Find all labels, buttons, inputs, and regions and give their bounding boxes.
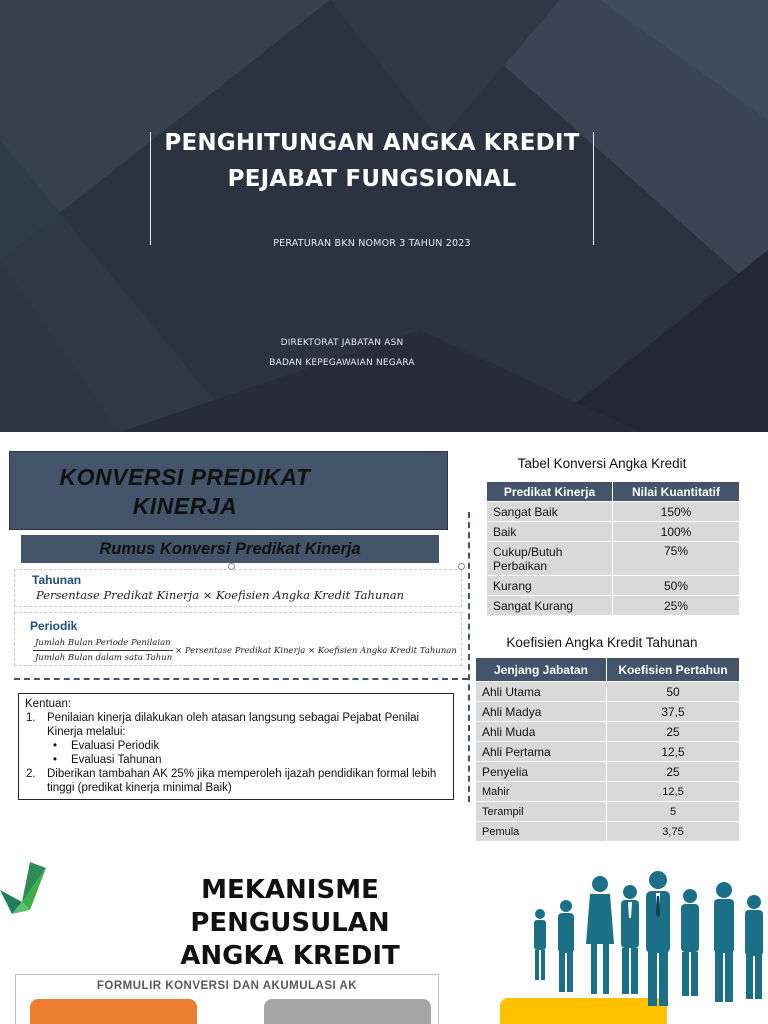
rumus-title-box xyxy=(21,535,439,563)
table-row xyxy=(476,722,740,742)
table-cell: Cukup/Butuh Perbaikan xyxy=(487,542,613,576)
table-header-row xyxy=(487,482,740,502)
table-cell: Sangat Baik xyxy=(487,502,613,522)
table1-caption: Tabel Konversi Angka Kredit xyxy=(517,456,687,471)
list-number: 1. xyxy=(26,712,36,724)
table-row xyxy=(476,682,740,702)
mekanisme-title xyxy=(100,874,480,973)
dashed-connector-vertical xyxy=(468,512,470,802)
ketentuan-item-2 xyxy=(25,767,447,795)
periodik-label: Periodik xyxy=(30,619,78,633)
cover-left-rule xyxy=(150,132,151,245)
table-row xyxy=(487,522,740,542)
table-row xyxy=(487,576,740,596)
table-cell: Baik xyxy=(487,522,613,542)
formulir-panel xyxy=(15,974,439,1024)
mekanisme-title-line1: MEKANISME PENGUSULAN xyxy=(190,875,390,938)
table-cell: 100% xyxy=(613,522,740,542)
bullet-text: Evaluasi Tahunan xyxy=(71,754,162,766)
cover-slide xyxy=(0,0,768,432)
konversi-table xyxy=(486,481,740,616)
list-number: 2. xyxy=(26,768,36,780)
table-cell: 25 xyxy=(607,762,740,782)
table-cell: Terampil xyxy=(476,802,607,822)
table-row xyxy=(487,542,740,576)
periodik-denominator: Jumlah Bulan dalam satu Tahun xyxy=(35,653,173,663)
table-cell: Kurang xyxy=(487,576,613,596)
table-cell: 12,5 xyxy=(607,742,740,762)
periodik-numerator: Jumlah Bulan Periode Penilaian xyxy=(35,638,171,648)
tahunan-formula-box[interactable] xyxy=(14,569,462,607)
formulir-panel-label: FORMULIR KONVERSI DAN AKUMULASI AK xyxy=(96,980,358,992)
orange-box xyxy=(30,999,197,1024)
ketentuan-item-2-line2: tinggi (predikat kinerja minimal Baik) xyxy=(47,782,232,794)
table-cell: Pemula xyxy=(476,822,607,842)
table-header: Nilai Kuantitatif xyxy=(613,482,740,502)
table-cell: Penyelia xyxy=(476,762,607,782)
table2-caption: Koefisien Angka Kredit Tahunan xyxy=(506,635,698,650)
ketentuan-box xyxy=(18,693,454,800)
ketentuan-item-2-line1: Diberikan tambahan AK 25% jika memperoleh ijazah pendidikan formal lebih xyxy=(47,768,437,780)
table-row xyxy=(476,782,740,802)
cover-subtitle: PERATURAN BKN NOMOR 3 TAHUN 2023 xyxy=(273,238,471,249)
table-row xyxy=(476,802,740,822)
periodik-formula-box[interactable] xyxy=(14,612,462,666)
table-header: Predikat Kinerja xyxy=(487,482,613,502)
grey-box xyxy=(264,999,431,1024)
ketentuan-item-1 xyxy=(25,711,447,739)
cover-right-rule xyxy=(593,132,594,245)
table-cell: 75% xyxy=(613,542,740,576)
table-cell: Sangat Kurang xyxy=(487,596,613,616)
table-cell: Ahli Pertama xyxy=(476,742,607,762)
business-people-icon xyxy=(528,866,768,1006)
table-cell: 25 xyxy=(607,722,740,742)
table-row xyxy=(487,502,740,522)
mekanisme-slide xyxy=(0,850,768,1024)
bullet-text: Evaluasi Periodik xyxy=(71,740,160,752)
koefisien-table xyxy=(475,657,740,842)
table-header-row xyxy=(476,658,740,682)
table-cell: 50% xyxy=(613,576,740,596)
cover-title-line2: PEJABAT FUNGSIONAL xyxy=(227,166,517,192)
table-cell: 150% xyxy=(613,502,740,522)
konversi-title-line2: KINERJA xyxy=(132,493,238,519)
table-header: Jenjang Jabatan xyxy=(476,658,607,682)
ketentuan-item-1-line2: Kinerja melalui: xyxy=(47,726,126,738)
table-header: Koefisien Pertahun xyxy=(607,658,740,682)
ketentuan-bullet-2 xyxy=(25,753,447,767)
konversi-slide xyxy=(0,432,768,850)
bullet-icon: • xyxy=(53,740,58,752)
cover-org-line1: DIREKTORAT JABATAN ASN xyxy=(280,338,404,348)
table-cell: 37,5 xyxy=(607,702,740,722)
table-cell: 5 xyxy=(607,802,740,822)
table-cell: 50 xyxy=(607,682,740,702)
rumus-title: Rumus Konversi Predikat Kinerja xyxy=(99,540,361,558)
fraction-bar xyxy=(33,650,173,651)
green-origami-icon xyxy=(0,862,50,922)
table-row xyxy=(476,742,740,762)
table-row xyxy=(476,702,740,722)
tahunan-label: Tahunan xyxy=(32,573,82,587)
ketentuan-bullet-1 xyxy=(25,739,447,753)
table-cell: Mahir xyxy=(476,782,607,802)
selection-handle[interactable] xyxy=(458,563,465,570)
table-row xyxy=(476,762,740,782)
table-cell: Ahli Madya xyxy=(476,702,607,722)
table-cell: 3,75 xyxy=(607,822,740,842)
cover-title xyxy=(160,125,584,197)
konversi-title-line1: KONVERSI PREDIKAT xyxy=(59,464,311,490)
table-cell: 25% xyxy=(613,596,740,616)
tahunan-formula: Persentase Predikat Kinerja × Koefisien Angka Kredit Tahunan xyxy=(36,588,405,602)
konversi-title-box xyxy=(9,451,448,530)
ketentuan-item-1-line1: Penilaian kinerja dilakukan oleh atasan langsung sebagai Pejabat Penilai xyxy=(47,712,420,724)
cover-title-line1: PENGHITUNGAN ANGKA KREDIT xyxy=(164,130,580,156)
periodik-formula-rest: × Persentase Predikat Kinerja × Koefisien Angka Kredit Tahunan xyxy=(175,646,457,656)
konversi-title xyxy=(10,463,360,521)
cover-org-line2: BADAN KEPEGAWAIAN NEGARA xyxy=(269,358,415,368)
table-cell: 12,5 xyxy=(607,782,740,802)
table-row xyxy=(476,822,740,842)
table-cell: Ahli Utama xyxy=(476,682,607,702)
table-row xyxy=(487,596,740,616)
ketentuan-heading: Kentuan: xyxy=(25,698,72,710)
table-cell: Ahli Muda xyxy=(476,722,607,742)
dashed-connector-horizontal xyxy=(14,678,468,680)
mekanisme-title-line2: ANGKA KREDIT xyxy=(180,941,400,971)
selection-handle[interactable] xyxy=(228,563,235,570)
bullet-icon: • xyxy=(53,754,58,766)
